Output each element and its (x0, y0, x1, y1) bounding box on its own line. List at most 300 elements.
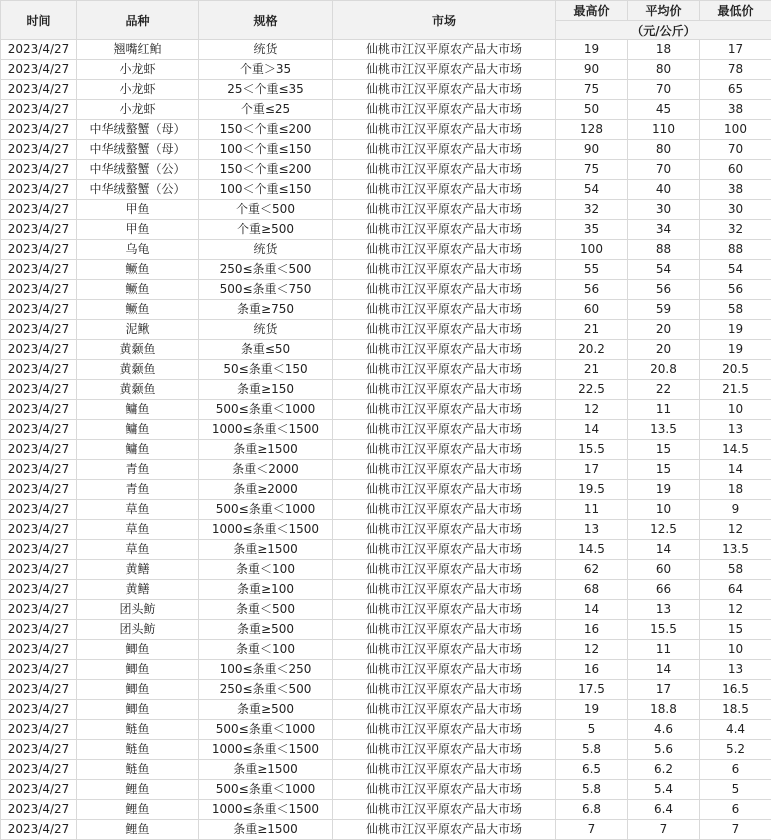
cell-min-price: 13 (700, 420, 771, 440)
cell-max-price: 90 (556, 60, 628, 80)
cell-min-price: 16.5 (700, 680, 771, 700)
cell-spec: 100＜个重≤150 (199, 140, 333, 160)
cell-spec: 条重≥1500 (199, 760, 333, 780)
table-row (1, 500, 771, 520)
cell-avg-price: 60 (628, 560, 700, 580)
cell-avg-price: 20 (628, 320, 700, 340)
cell-min-price: 78 (700, 60, 771, 80)
cell-spec: 统货 (199, 40, 333, 60)
cell-avg-price: 17 (628, 680, 700, 700)
table-row (1, 540, 771, 560)
cell-min-price: 17 (700, 40, 771, 60)
cell-min-price: 100 (700, 120, 771, 140)
cell-market: 仙桃市江汉平原农产品大市场 (333, 560, 556, 580)
cell-spec: 150＜个重≤200 (199, 120, 333, 140)
table-row (1, 220, 771, 240)
cell-kind: 鲢鱼 (77, 740, 199, 760)
cell-spec: 条重≥100 (199, 580, 333, 600)
cell-min-price: 4.4 (700, 720, 771, 740)
cell-min-price: 12 (700, 520, 771, 540)
cell-min-price: 15 (700, 620, 771, 640)
cell-date: 2023/4/27 (1, 420, 77, 440)
table-row (1, 640, 771, 660)
cell-date: 2023/4/27 (1, 160, 77, 180)
cell-kind: 小龙虾 (77, 100, 199, 120)
cell-spec: 条重＜100 (199, 640, 333, 660)
cell-min-price: 5 (700, 780, 771, 800)
cell-spec: 500≤条重＜750 (199, 280, 333, 300)
cell-market: 仙桃市江汉平原农产品大市场 (333, 620, 556, 640)
table-row (1, 240, 771, 260)
cell-date: 2023/4/27 (1, 440, 77, 460)
cell-max-price: 55 (556, 260, 628, 280)
cell-spec: 个重＜500 (199, 200, 333, 220)
cell-date: 2023/4/27 (1, 620, 77, 640)
table-row (1, 520, 771, 540)
cell-market: 仙桃市江汉平原农产品大市场 (333, 340, 556, 360)
cell-spec: 条重＜100 (199, 560, 333, 580)
cell-avg-price: 66 (628, 580, 700, 600)
cell-kind: 鲫鱼 (77, 640, 199, 660)
cell-avg-price: 34 (628, 220, 700, 240)
cell-max-price: 12 (556, 400, 628, 420)
cell-min-price: 19 (700, 320, 771, 340)
cell-max-price: 75 (556, 80, 628, 100)
cell-max-price: 60 (556, 300, 628, 320)
cell-spec: 250≤条重＜500 (199, 680, 333, 700)
cell-kind: 青鱼 (77, 460, 199, 480)
cell-max-price: 32 (556, 200, 628, 220)
cell-min-price: 38 (700, 100, 771, 120)
cell-market: 仙桃市江汉平原农产品大市场 (333, 580, 556, 600)
cell-max-price: 13 (556, 520, 628, 540)
header-price-unit: （元/公斤） (556, 21, 771, 40)
cell-kind: 草鱼 (77, 500, 199, 520)
cell-kind: 翘嘴红鲌 (77, 40, 199, 60)
cell-avg-price: 45 (628, 100, 700, 120)
table-row (1, 660, 771, 680)
cell-date: 2023/4/27 (1, 560, 77, 580)
cell-spec: 100≤条重＜250 (199, 660, 333, 680)
cell-date: 2023/4/27 (1, 280, 77, 300)
table-row (1, 480, 771, 500)
cell-kind: 小龙虾 (77, 60, 199, 80)
cell-min-price: 14 (700, 460, 771, 480)
cell-date: 2023/4/27 (1, 820, 77, 840)
cell-market: 仙桃市江汉平原农产品大市场 (333, 300, 556, 320)
cell-min-price: 54 (700, 260, 771, 280)
cell-max-price: 6.5 (556, 760, 628, 780)
cell-kind: 鳙鱼 (77, 440, 199, 460)
cell-max-price: 68 (556, 580, 628, 600)
table-row (1, 820, 771, 840)
cell-market: 仙桃市江汉平原农产品大市场 (333, 440, 556, 460)
cell-spec: 250≤条重＜500 (199, 260, 333, 280)
cell-avg-price: 54 (628, 260, 700, 280)
cell-date: 2023/4/27 (1, 400, 77, 420)
cell-kind: 鲢鱼 (77, 720, 199, 740)
cell-market: 仙桃市江汉平原农产品大市场 (333, 200, 556, 220)
header-spec: 规格 (199, 1, 333, 40)
cell-date: 2023/4/27 (1, 700, 77, 720)
cell-date: 2023/4/27 (1, 120, 77, 140)
cell-max-price: 14 (556, 420, 628, 440)
cell-avg-price: 13.5 (628, 420, 700, 440)
cell-kind: 鲫鱼 (77, 660, 199, 680)
cell-avg-price: 5.6 (628, 740, 700, 760)
cell-date: 2023/4/27 (1, 240, 77, 260)
cell-market: 仙桃市江汉平原农产品大市场 (333, 400, 556, 420)
cell-kind: 小龙虾 (77, 80, 199, 100)
cell-kind: 鲤鱼 (77, 780, 199, 800)
cell-date: 2023/4/27 (1, 360, 77, 380)
cell-market: 仙桃市江汉平原农产品大市场 (333, 180, 556, 200)
cell-date: 2023/4/27 (1, 220, 77, 240)
cell-date: 2023/4/27 (1, 520, 77, 540)
table-row (1, 460, 771, 480)
cell-market: 仙桃市江汉平原农产品大市场 (333, 140, 556, 160)
cell-kind: 鳜鱼 (77, 300, 199, 320)
table-row (1, 720, 771, 740)
cell-date: 2023/4/27 (1, 500, 77, 520)
cell-spec: 条重≤50 (199, 340, 333, 360)
cell-kind: 鳙鱼 (77, 400, 199, 420)
table-row (1, 200, 771, 220)
cell-market: 仙桃市江汉平原农产品大市场 (333, 380, 556, 400)
cell-min-price: 10 (700, 400, 771, 420)
cell-min-price: 6 (700, 800, 771, 820)
cell-date: 2023/4/27 (1, 760, 77, 780)
cell-min-price: 7 (700, 820, 771, 840)
cell-kind: 黄颡鱼 (77, 380, 199, 400)
cell-min-price: 56 (700, 280, 771, 300)
cell-max-price: 128 (556, 120, 628, 140)
cell-min-price: 30 (700, 200, 771, 220)
cell-kind: 鳜鱼 (77, 280, 199, 300)
table-header (1, 1, 771, 40)
cell-min-price: 70 (700, 140, 771, 160)
cell-max-price: 7 (556, 820, 628, 840)
cell-avg-price: 18 (628, 40, 700, 60)
cell-market: 仙桃市江汉平原农产品大市场 (333, 800, 556, 820)
cell-kind: 甲鱼 (77, 220, 199, 240)
cell-market: 仙桃市江汉平原农产品大市场 (333, 600, 556, 620)
cell-max-price: 62 (556, 560, 628, 580)
cell-spec: 条重≥1500 (199, 820, 333, 840)
cell-date: 2023/4/27 (1, 180, 77, 200)
cell-spec: 条重≥1500 (199, 440, 333, 460)
cell-market: 仙桃市江汉平原农产品大市场 (333, 700, 556, 720)
table-row (1, 180, 771, 200)
table-row (1, 260, 771, 280)
cell-max-price: 21 (556, 320, 628, 340)
cell-min-price: 38 (700, 180, 771, 200)
table-row (1, 580, 771, 600)
cell-max-price: 5.8 (556, 740, 628, 760)
cell-date: 2023/4/27 (1, 460, 77, 480)
cell-min-price: 13 (700, 660, 771, 680)
cell-avg-price: 20.8 (628, 360, 700, 380)
cell-max-price: 75 (556, 160, 628, 180)
cell-max-price: 20.2 (556, 340, 628, 360)
cell-date: 2023/4/27 (1, 340, 77, 360)
cell-avg-price: 14 (628, 540, 700, 560)
cell-kind: 黄颡鱼 (77, 360, 199, 380)
cell-kind: 中华绒螯蟹（母） (77, 140, 199, 160)
cell-min-price: 21.5 (700, 380, 771, 400)
cell-max-price: 5.8 (556, 780, 628, 800)
cell-spec: 25＜个重≤35 (199, 80, 333, 100)
cell-min-price: 10 (700, 640, 771, 660)
cell-market: 仙桃市江汉平原农产品大市场 (333, 480, 556, 500)
cell-spec: 500≤条重＜1000 (199, 720, 333, 740)
cell-min-price: 9 (700, 500, 771, 520)
cell-spec: 条重＜500 (199, 600, 333, 620)
cell-kind: 鳜鱼 (77, 260, 199, 280)
cell-date: 2023/4/27 (1, 800, 77, 820)
cell-market: 仙桃市江汉平原农产品大市场 (333, 220, 556, 240)
cell-min-price: 6 (700, 760, 771, 780)
cell-spec: 条重≥1500 (199, 540, 333, 560)
cell-max-price: 56 (556, 280, 628, 300)
cell-avg-price: 88 (628, 240, 700, 260)
table-row (1, 40, 771, 60)
cell-spec: 1000≤条重＜1500 (199, 420, 333, 440)
cell-avg-price: 11 (628, 640, 700, 660)
cell-avg-price: 80 (628, 60, 700, 80)
cell-max-price: 15.5 (556, 440, 628, 460)
table-row (1, 780, 771, 800)
cell-market: 仙桃市江汉平原农产品大市场 (333, 160, 556, 180)
cell-avg-price: 18.8 (628, 700, 700, 720)
cell-kind: 泥鳅 (77, 320, 199, 340)
table-row (1, 80, 771, 100)
cell-avg-price: 11 (628, 400, 700, 420)
cell-date: 2023/4/27 (1, 260, 77, 280)
table-row (1, 700, 771, 720)
cell-market: 仙桃市江汉平原农产品大市场 (333, 360, 556, 380)
cell-market: 仙桃市江汉平原农产品大市场 (333, 40, 556, 60)
cell-avg-price: 15.5 (628, 620, 700, 640)
cell-kind: 青鱼 (77, 480, 199, 500)
cell-market: 仙桃市江汉平原农产品大市场 (333, 640, 556, 660)
cell-market: 仙桃市江汉平原农产品大市场 (333, 720, 556, 740)
cell-market: 仙桃市江汉平原农产品大市场 (333, 80, 556, 100)
cell-max-price: 90 (556, 140, 628, 160)
cell-max-price: 19.5 (556, 480, 628, 500)
cell-spec: 统货 (199, 320, 333, 340)
cell-date: 2023/4/27 (1, 60, 77, 80)
cell-max-price: 5 (556, 720, 628, 740)
table-row (1, 360, 771, 380)
cell-avg-price: 110 (628, 120, 700, 140)
cell-min-price: 19 (700, 340, 771, 360)
cell-min-price: 58 (700, 560, 771, 580)
cell-min-price: 58 (700, 300, 771, 320)
cell-spec: 条重≥500 (199, 620, 333, 640)
cell-date: 2023/4/27 (1, 380, 77, 400)
cell-max-price: 16 (556, 660, 628, 680)
cell-max-price: 50 (556, 100, 628, 120)
cell-avg-price: 15 (628, 460, 700, 480)
table-row (1, 140, 771, 160)
cell-avg-price: 70 (628, 160, 700, 180)
cell-avg-price: 19 (628, 480, 700, 500)
header-max-price: 最高价 (556, 1, 628, 21)
cell-market: 仙桃市江汉平原农产品大市场 (333, 260, 556, 280)
cell-avg-price: 10 (628, 500, 700, 520)
cell-date: 2023/4/27 (1, 80, 77, 100)
cell-spec: 条重≥2000 (199, 480, 333, 500)
cell-market: 仙桃市江汉平原农产品大市场 (333, 420, 556, 440)
cell-max-price: 19 (556, 40, 628, 60)
cell-date: 2023/4/27 (1, 200, 77, 220)
cell-market: 仙桃市江汉平原农产品大市场 (333, 460, 556, 480)
table-row (1, 740, 771, 760)
cell-market: 仙桃市江汉平原农产品大市场 (333, 520, 556, 540)
cell-date: 2023/4/27 (1, 600, 77, 620)
cell-avg-price: 7 (628, 820, 700, 840)
cell-spec: 500≤条重＜1000 (199, 780, 333, 800)
cell-date: 2023/4/27 (1, 40, 77, 60)
cell-avg-price: 14 (628, 660, 700, 680)
cell-kind: 中华绒螯蟹（公） (77, 160, 199, 180)
cell-kind: 鲢鱼 (77, 760, 199, 780)
cell-min-price: 65 (700, 80, 771, 100)
cell-kind: 黄鳝 (77, 560, 199, 580)
cell-date: 2023/4/27 (1, 300, 77, 320)
cell-date: 2023/4/27 (1, 580, 77, 600)
cell-spec: 500≤条重＜1000 (199, 500, 333, 520)
cell-market: 仙桃市江汉平原农产品大市场 (333, 240, 556, 260)
cell-min-price: 12 (700, 600, 771, 620)
cell-avg-price: 6.4 (628, 800, 700, 820)
cell-max-price: 100 (556, 240, 628, 260)
cell-kind: 鳙鱼 (77, 420, 199, 440)
cell-max-price: 19 (556, 700, 628, 720)
cell-min-price: 32 (700, 220, 771, 240)
cell-avg-price: 12.5 (628, 520, 700, 540)
cell-date: 2023/4/27 (1, 680, 77, 700)
table-body (1, 40, 771, 840)
cell-max-price: 21 (556, 360, 628, 380)
cell-max-price: 17 (556, 460, 628, 480)
cell-avg-price: 20 (628, 340, 700, 360)
cell-kind: 鲤鱼 (77, 820, 199, 840)
cell-date: 2023/4/27 (1, 320, 77, 340)
cell-min-price: 18.5 (700, 700, 771, 720)
cell-date: 2023/4/27 (1, 100, 77, 120)
cell-market: 仙桃市江汉平原农产品大市场 (333, 280, 556, 300)
cell-spec: 1000≤条重＜1500 (199, 740, 333, 760)
cell-spec: 条重＜2000 (199, 460, 333, 480)
cell-min-price: 13.5 (700, 540, 771, 560)
table-row (1, 600, 771, 620)
cell-kind: 中华绒螯蟹（母） (77, 120, 199, 140)
cell-date: 2023/4/27 (1, 660, 77, 680)
cell-spec: 个重≥500 (199, 220, 333, 240)
cell-market: 仙桃市江汉平原农产品大市场 (333, 100, 556, 120)
table-row (1, 680, 771, 700)
table-row (1, 320, 771, 340)
cell-spec: 个重≤25 (199, 100, 333, 120)
table-row (1, 620, 771, 640)
cell-market: 仙桃市江汉平原农产品大市场 (333, 60, 556, 80)
cell-kind: 鲫鱼 (77, 700, 199, 720)
cell-kind: 草鱼 (77, 520, 199, 540)
cell-max-price: 54 (556, 180, 628, 200)
cell-spec: 500≤条重＜1000 (199, 400, 333, 420)
header-min-price: 最低价 (700, 1, 771, 21)
table-row (1, 800, 771, 820)
cell-date: 2023/4/27 (1, 780, 77, 800)
cell-market: 仙桃市江汉平原农产品大市场 (333, 540, 556, 560)
cell-avg-price: 6.2 (628, 760, 700, 780)
table-row (1, 300, 771, 320)
cell-spec: 50≤条重＜150 (199, 360, 333, 380)
cell-date: 2023/4/27 (1, 480, 77, 500)
cell-avg-price: 5.4 (628, 780, 700, 800)
cell-kind: 中华绒螯蟹（公） (77, 180, 199, 200)
cell-date: 2023/4/27 (1, 720, 77, 740)
table-row (1, 280, 771, 300)
cell-market: 仙桃市江汉平原农产品大市场 (333, 780, 556, 800)
cell-date: 2023/4/27 (1, 640, 77, 660)
cell-min-price: 20.5 (700, 360, 771, 380)
cell-min-price: 88 (700, 240, 771, 260)
header-market: 市场 (333, 1, 556, 40)
cell-avg-price: 70 (628, 80, 700, 100)
cell-date: 2023/4/27 (1, 140, 77, 160)
cell-spec: 1000≤条重＜1500 (199, 520, 333, 540)
cell-avg-price: 40 (628, 180, 700, 200)
cell-market: 仙桃市江汉平原农产品大市场 (333, 740, 556, 760)
cell-date: 2023/4/27 (1, 740, 77, 760)
table-row (1, 380, 771, 400)
cell-kind: 团头鲂 (77, 620, 199, 640)
cell-kind: 鲤鱼 (77, 800, 199, 820)
table-row (1, 120, 771, 140)
table-row (1, 560, 771, 580)
cell-kind: 鲫鱼 (77, 680, 199, 700)
table-row (1, 420, 771, 440)
cell-spec: 条重≥150 (199, 380, 333, 400)
cell-avg-price: 22 (628, 380, 700, 400)
table-row (1, 160, 771, 180)
cell-max-price: 11 (556, 500, 628, 520)
cell-max-price: 16 (556, 620, 628, 640)
cell-market: 仙桃市江汉平原农产品大市场 (333, 760, 556, 780)
table-row (1, 400, 771, 420)
table-row (1, 340, 771, 360)
cell-kind: 团头鲂 (77, 600, 199, 620)
cell-kind: 乌龟 (77, 240, 199, 260)
cell-max-price: 22.5 (556, 380, 628, 400)
table-row (1, 100, 771, 120)
header-avg-price: 平均价 (628, 1, 700, 21)
cell-max-price: 12 (556, 640, 628, 660)
cell-avg-price: 30 (628, 200, 700, 220)
header-kind: 品种 (77, 1, 199, 40)
table-row (1, 760, 771, 780)
cell-avg-price: 59 (628, 300, 700, 320)
cell-max-price: 14.5 (556, 540, 628, 560)
cell-kind: 甲鱼 (77, 200, 199, 220)
cell-min-price: 14.5 (700, 440, 771, 460)
cell-spec: 个重＞35 (199, 60, 333, 80)
cell-market: 仙桃市江汉平原农产品大市场 (333, 120, 556, 140)
cell-min-price: 60 (700, 160, 771, 180)
